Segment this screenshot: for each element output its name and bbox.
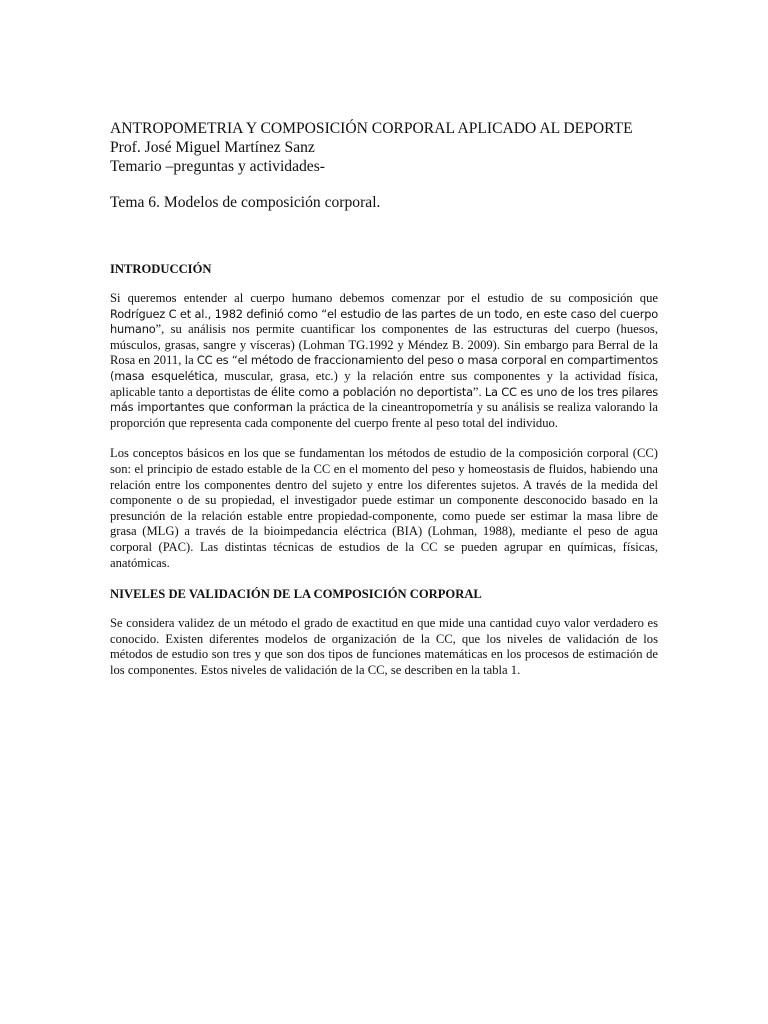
- text-run: la práctica de la cineantropometría y su análisis se realiza valorando la proporción que representa cada componente del cuerpo frente al peso total del individuo.: [110, 400, 658, 430]
- document-body: [110, 119, 658, 678]
- document-title: ANTROPOMETRIA Y COMPOSICIÓN CORPORAL APLICADO AL DEPORTE: [110, 120, 633, 137]
- quoted-definition-rodriguez: Rodríguez C et al., 1982 definió como “el estudio de las partes de un todo, en este caso del cuerpo humano: [110, 306, 658, 337]
- intro-paragraph-1: [110, 291, 658, 431]
- quoted-definition-end: de élite como a población no deportista: [253, 384, 473, 399]
- subtitle-line: Temario –preguntas y actividades-: [110, 158, 325, 175]
- validation-paragraph: Se considera validez de un método el grado de exactitud en que mide una cantidad cuyo valor verdadero es conocido. Existen diferentes modelos de organización de la CC, que los niveles de validación de los métodos de estudio son tres y que son dos tipos de funciones matemáticas en los procesos de estimación de los componentes. Estos niveles de validación de la CC, se describen en la tabla 1.: [110, 616, 658, 677]
- section-title-niveles-validacion: NIVELES DE VALIDACIÓN DE LA COMPOSICIÓN CORPORAL: [110, 587, 482, 602]
- author-line: Prof. José Miguel Martínez Sanz: [110, 139, 315, 156]
- text-run: ”.: [472, 384, 485, 399]
- text-run: ”, su análisis nos permite cuantificar los componentes de las estructuras del cuerpo (huesos, músculos, grasas, sangre y vísceras) (Lohman TG.1992 y Méndez B. 2009). Sin embargo para Berral de la Rosa en 2011, la: [110, 322, 658, 368]
- text-run: Si queremos entender al cuerpo humano debemos comenzar por el estudio de su composición que: [110, 291, 658, 305]
- section-title-introduccion: INTRODUCCIÓN: [110, 262, 212, 276]
- topic-title: Tema 6. Modelos de composición corporal.: [110, 194, 381, 211]
- statement-pillars: La CC es uno de los tres pilares más importantes que conforman: [110, 384, 658, 415]
- text-run: muscular, grasa, etc.) y la relación entre sus componentes y la actividad física, aplicable tanto a deportistas: [110, 368, 658, 399]
- quoted-definition-berral: CC es “el método de fraccionamiento del peso o masa corporal en compartimentos (masa esquelética,: [110, 353, 659, 383]
- intro-paragraph-2: Los conceptos básicos en los que se fundamentan los métodos de estudio de la composición corporal (CC) son: el principio de estado estable de la CC en el momento del peso y homeostasis de fluidos, habiendo una relación entre los componentes dentro del sujeto y entre los diferentes sujetos. A través de la medida del componente o de su propiedad, el investigador puede estimar un componente desconocido basado en la presunción de la relación estable entre propiedad-componente, como puede ser estimar la masa libre de grasa (MLG) a través de la bioimpedancia eléctrica (BIA) (Lohman, 1988), mediante el peso de agua corporal (PAC). Las distintas técnicas de estudios de la CC se pueden agrupar en químicas, físicas, anatómicas.: [110, 446, 658, 570]
